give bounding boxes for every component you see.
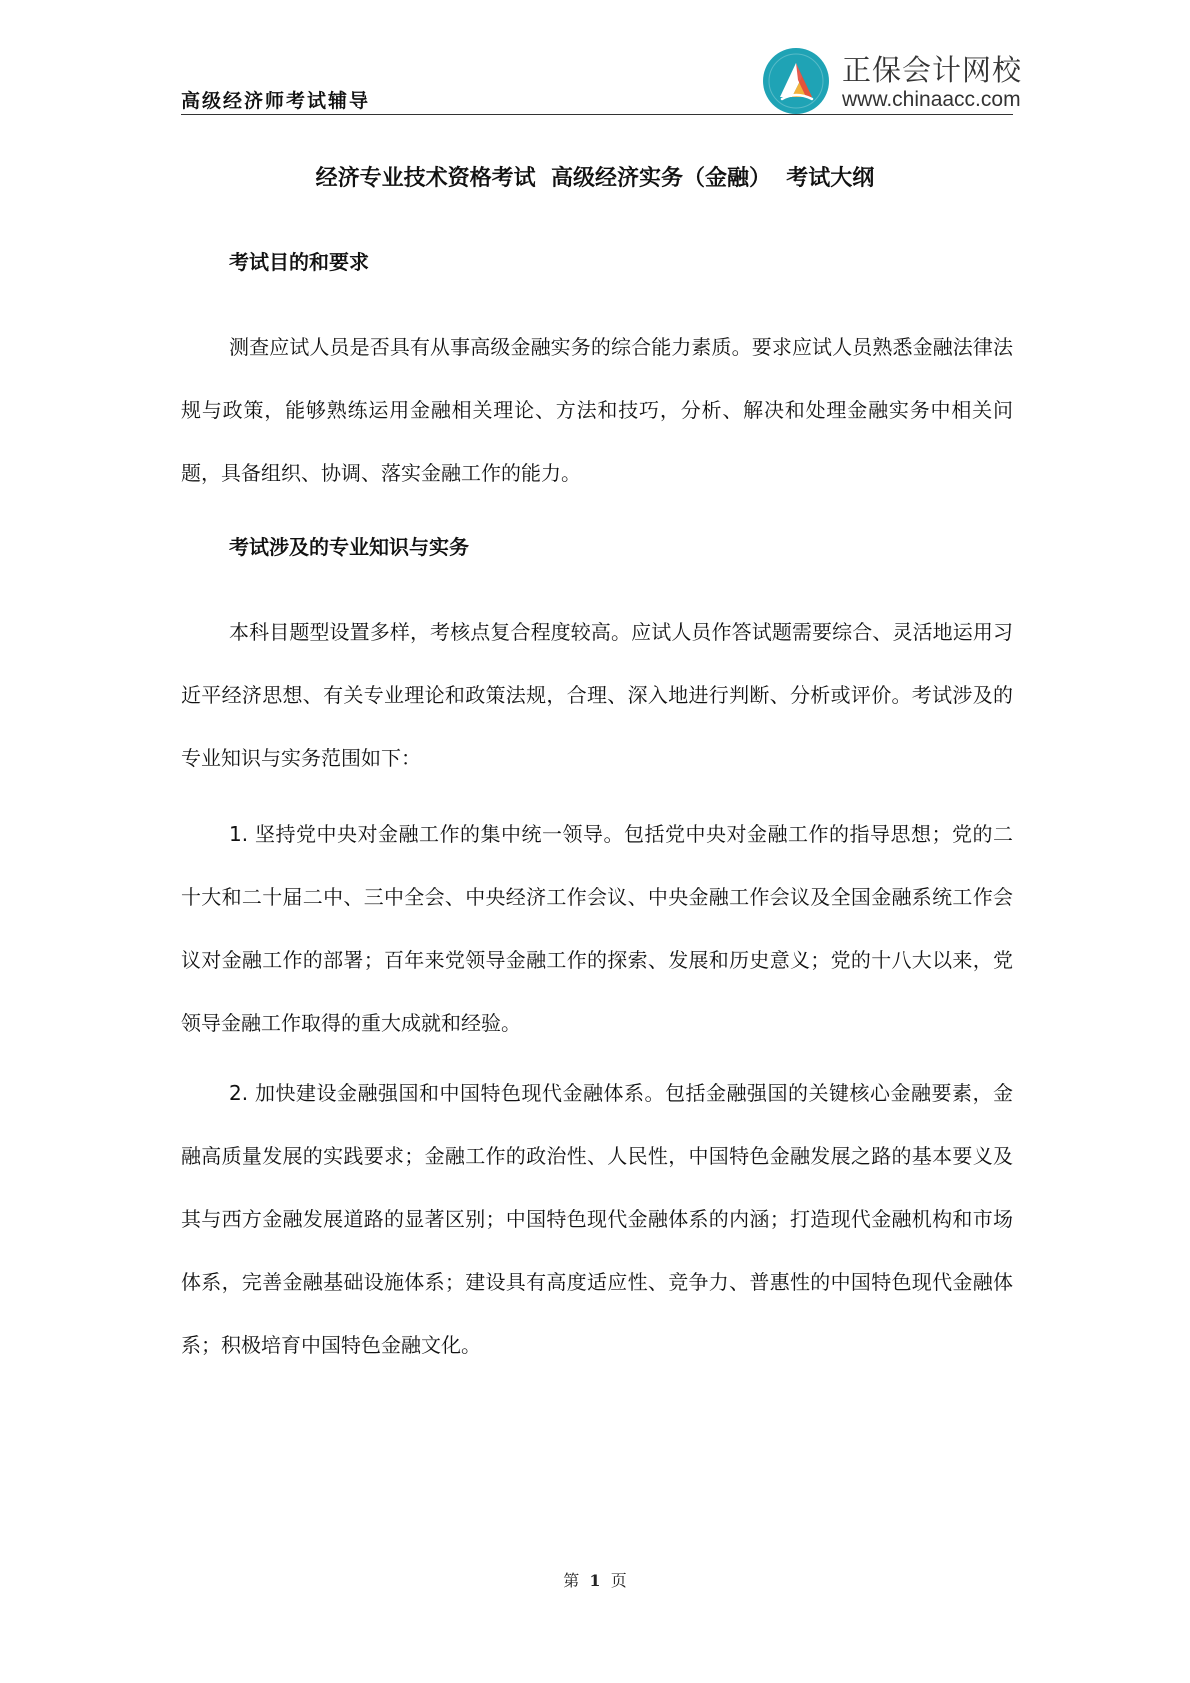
- paragraph-item-1: 1. 坚持党中央对金融工作的集中统一领导。包括党中央对金融工作的指导思想；党的二十大和二十届二中、三中全会、中央经济工作会议、中央金融工作会议及全国金融系统工作会议对金融工作的部署；百年来党领导金融工作的探索、发展和历史意义；党的十八大以来，党领导金融工作取得的重大成就和经验。: [181, 822, 1013, 1035]
- paragraph-knowledge-intro: 本科目题型设置多样，考核点复合程度较高。应试人员作答试题需要综合、灵活地运用习近平经济思想、有关专业理论和政策法规，合理、深入地进行判断、分析或评价。考试涉及的专业知识与实务范围如下：: [181, 620, 1013, 770]
- brand-url[interactable]: www.chinaacc.com: [842, 88, 1021, 111]
- header-divider: [181, 114, 1013, 115]
- chinaacc-logo-icon: [762, 47, 830, 115]
- page-number: 1: [589, 1571, 601, 1590]
- page-footer-suffix: 页: [610, 1571, 627, 1590]
- paragraph-item-2: 2. 加快建设金融强国和中国特色现代金融体系。包括金融强国的关键核心金融要素，金融高质量发展的实践要求；金融工作的政治性、人民性，中国特色金融发展之路的基本要义及其与西方金融发展道路的显著区别；中国特色现代金融体系的内涵；打造现代金融机构和市场体系，完善金融基础设施体系；建设具有高度适应性、竞争力、普惠性的中国特色现代金融体系；积极培育中国特色金融文化。: [181, 1081, 1013, 1357]
- section-heading-knowledge: 考试涉及的专业知识与实务: [229, 535, 469, 559]
- document-title: 经济专业技术资格考试 高级经济实务（金融） 考试大纲: [315, 166, 875, 191]
- page-footer-prefix: 第: [563, 1571, 580, 1590]
- brand-name: 正保会计网校: [842, 53, 1023, 87]
- page-footer: [0, 1568, 1190, 1591]
- header-left-text: 高级经济师考试辅导: [181, 90, 371, 112]
- section-heading-purpose: 考试目的和要求: [229, 250, 369, 274]
- paragraph-purpose: 测查应试人员是否具有从事高级金融实务的综合能力素质。要求应试人员熟悉金融法律法规与政策，能够熟练运用金融相关理论、方法和技巧，分析、解决和处理金融实务中相关问题，具备组织、协调、落实金融工作的能力。: [181, 335, 1013, 485]
